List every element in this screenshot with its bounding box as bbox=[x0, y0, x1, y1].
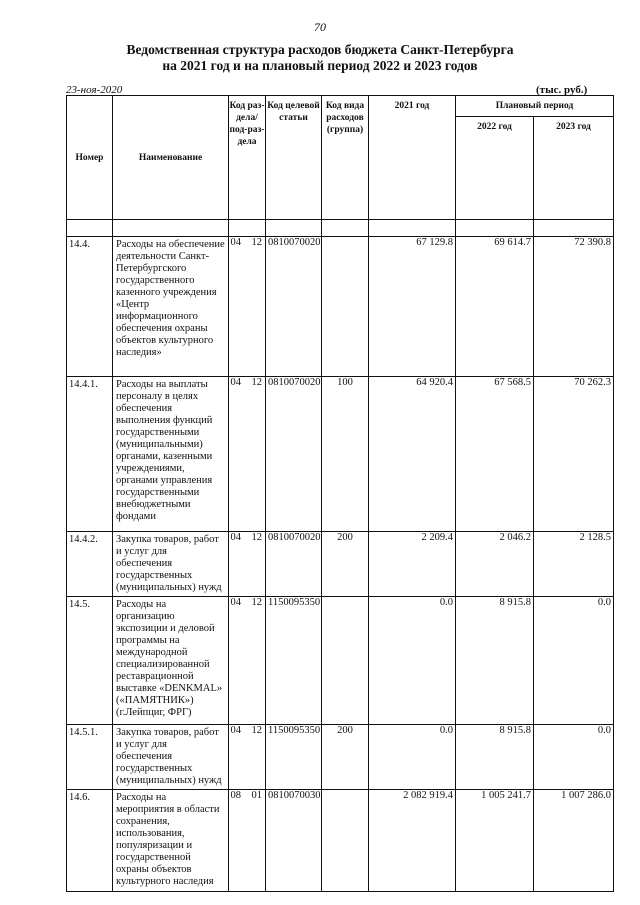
row-2023: 0.0 bbox=[534, 725, 614, 790]
row-2021: 64 920.4 bbox=[369, 377, 456, 532]
row-2022: 2 046.2 bbox=[456, 532, 534, 597]
row-target: 1150095350 bbox=[266, 597, 322, 725]
header-planned-period: Плановый период bbox=[456, 96, 614, 117]
table-row bbox=[67, 532, 614, 597]
table-row bbox=[67, 237, 614, 377]
row-number: 14.4.2. bbox=[67, 532, 113, 597]
table-row bbox=[67, 377, 614, 532]
row-2021: 0.0 bbox=[369, 597, 456, 725]
row-number: 14.4. bbox=[67, 237, 113, 377]
row-2023: 2 128.5 bbox=[534, 532, 614, 597]
row-number: 14.5.1. bbox=[67, 725, 113, 790]
row-razdel: 04 bbox=[229, 597, 243, 725]
row-vid: 200 bbox=[322, 532, 369, 597]
row-target: 0810070030 bbox=[266, 790, 322, 892]
document-title bbox=[0, 42, 640, 74]
row-vid: 200 bbox=[322, 725, 369, 790]
row-number: 14.6. bbox=[67, 790, 113, 892]
row-vid bbox=[322, 237, 369, 377]
header-2022: 2022 год bbox=[456, 117, 534, 220]
row-target: 0810070020 bbox=[266, 237, 322, 377]
row-vid bbox=[322, 597, 369, 725]
row-name: Расходы на организацию экспозиции и деловой программы на международной специализированной реставрационной выставке «DENKMAL» («ПАМЯТНИК») (г.Лейпциг, ФРГ) bbox=[113, 597, 229, 725]
row-name: Расходы на выплаты персоналу в целях обеспечения выполнения функций государственными (муниципальными) органами, казенными учреждениями, органами управления государственными внебюджетными фондами bbox=[113, 377, 229, 532]
row-name: Расходы на мероприятия в области сохранения, использования, популяризации и государственной охраны объектов культурного наследия bbox=[113, 790, 229, 892]
row-2021: 2 209.4 bbox=[369, 532, 456, 597]
row-2021: 2 082 919.4 bbox=[369, 790, 456, 892]
row-2023: 0.0 bbox=[534, 597, 614, 725]
header-target: Код целевой статьи bbox=[266, 96, 322, 220]
row-name: Расходы на обеспечение деятельности Санкт-Петербургского государственного казенного учреждения «Центр информационного обеспечения охраны объектов культурного наследия» bbox=[113, 237, 229, 377]
header-name: Наименование bbox=[113, 96, 229, 220]
row-2022: 69 614.7 bbox=[456, 237, 534, 377]
row-target: 0810070020 bbox=[266, 532, 322, 597]
row-podrazdel: 12 bbox=[243, 725, 266, 790]
row-target: 1150095350 bbox=[266, 725, 322, 790]
row-2021: 0.0 bbox=[369, 725, 456, 790]
row-number: 14.5. bbox=[67, 597, 113, 725]
row-2022: 8 915.8 bbox=[456, 597, 534, 725]
row-2023: 1 007 286.0 bbox=[534, 790, 614, 892]
row-number: 14.4.1. bbox=[67, 377, 113, 532]
row-target: 0810070020 bbox=[266, 377, 322, 532]
row-podrazdel: 12 bbox=[243, 532, 266, 597]
header-number: Номер bbox=[67, 96, 113, 220]
header-2021: 2021 год bbox=[369, 96, 456, 220]
row-name: Закупка товаров, работ и услуг для обеспечения государственных (муниципальных) нужд bbox=[113, 725, 229, 790]
row-name: Закупка товаров, работ и услуг для обеспечения государственных (муниципальных) нужд bbox=[113, 532, 229, 597]
units-label: (тыс. руб.) bbox=[536, 84, 588, 96]
row-2023: 72 390.8 bbox=[534, 237, 614, 377]
row-2023: 70 262.3 bbox=[534, 377, 614, 532]
header-razdel: Код раз-дела/ под-раз-дела bbox=[229, 96, 266, 220]
budget-table bbox=[66, 95, 614, 892]
title-line-2: на 2021 год и на плановый период 2022 и 2023 годов bbox=[162, 58, 478, 73]
row-vid: 100 bbox=[322, 377, 369, 532]
table-row bbox=[67, 790, 614, 892]
table-row bbox=[67, 725, 614, 790]
row-razdel: 08 bbox=[229, 790, 243, 892]
row-podrazdel: 12 bbox=[243, 377, 266, 532]
row-2022: 8 915.8 bbox=[456, 725, 534, 790]
document-date: 23-ноя-2020 bbox=[66, 84, 123, 96]
table-row bbox=[67, 597, 614, 725]
row-razdel: 04 bbox=[229, 377, 243, 532]
header-2023: 2023 год bbox=[534, 117, 614, 220]
row-razdel: 04 bbox=[229, 725, 243, 790]
row-2021: 67 129.8 bbox=[369, 237, 456, 377]
header-vid: Код вида расходов (группа) bbox=[322, 96, 369, 220]
title-line-1: Ведомственная структура расходов бюджета Санкт-Петербурга bbox=[126, 42, 514, 57]
row-2022: 67 568.5 bbox=[456, 377, 534, 532]
row-razdel: 04 bbox=[229, 237, 243, 377]
row-podrazdel: 12 bbox=[243, 237, 266, 377]
spacer-row bbox=[67, 220, 614, 237]
row-razdel: 04 bbox=[229, 532, 243, 597]
page-number: 70 bbox=[314, 20, 326, 34]
row-podrazdel: 01 bbox=[243, 790, 266, 892]
row-vid bbox=[322, 790, 369, 892]
row-2022: 1 005 241.7 bbox=[456, 790, 534, 892]
row-podrazdel: 12 bbox=[243, 597, 266, 725]
